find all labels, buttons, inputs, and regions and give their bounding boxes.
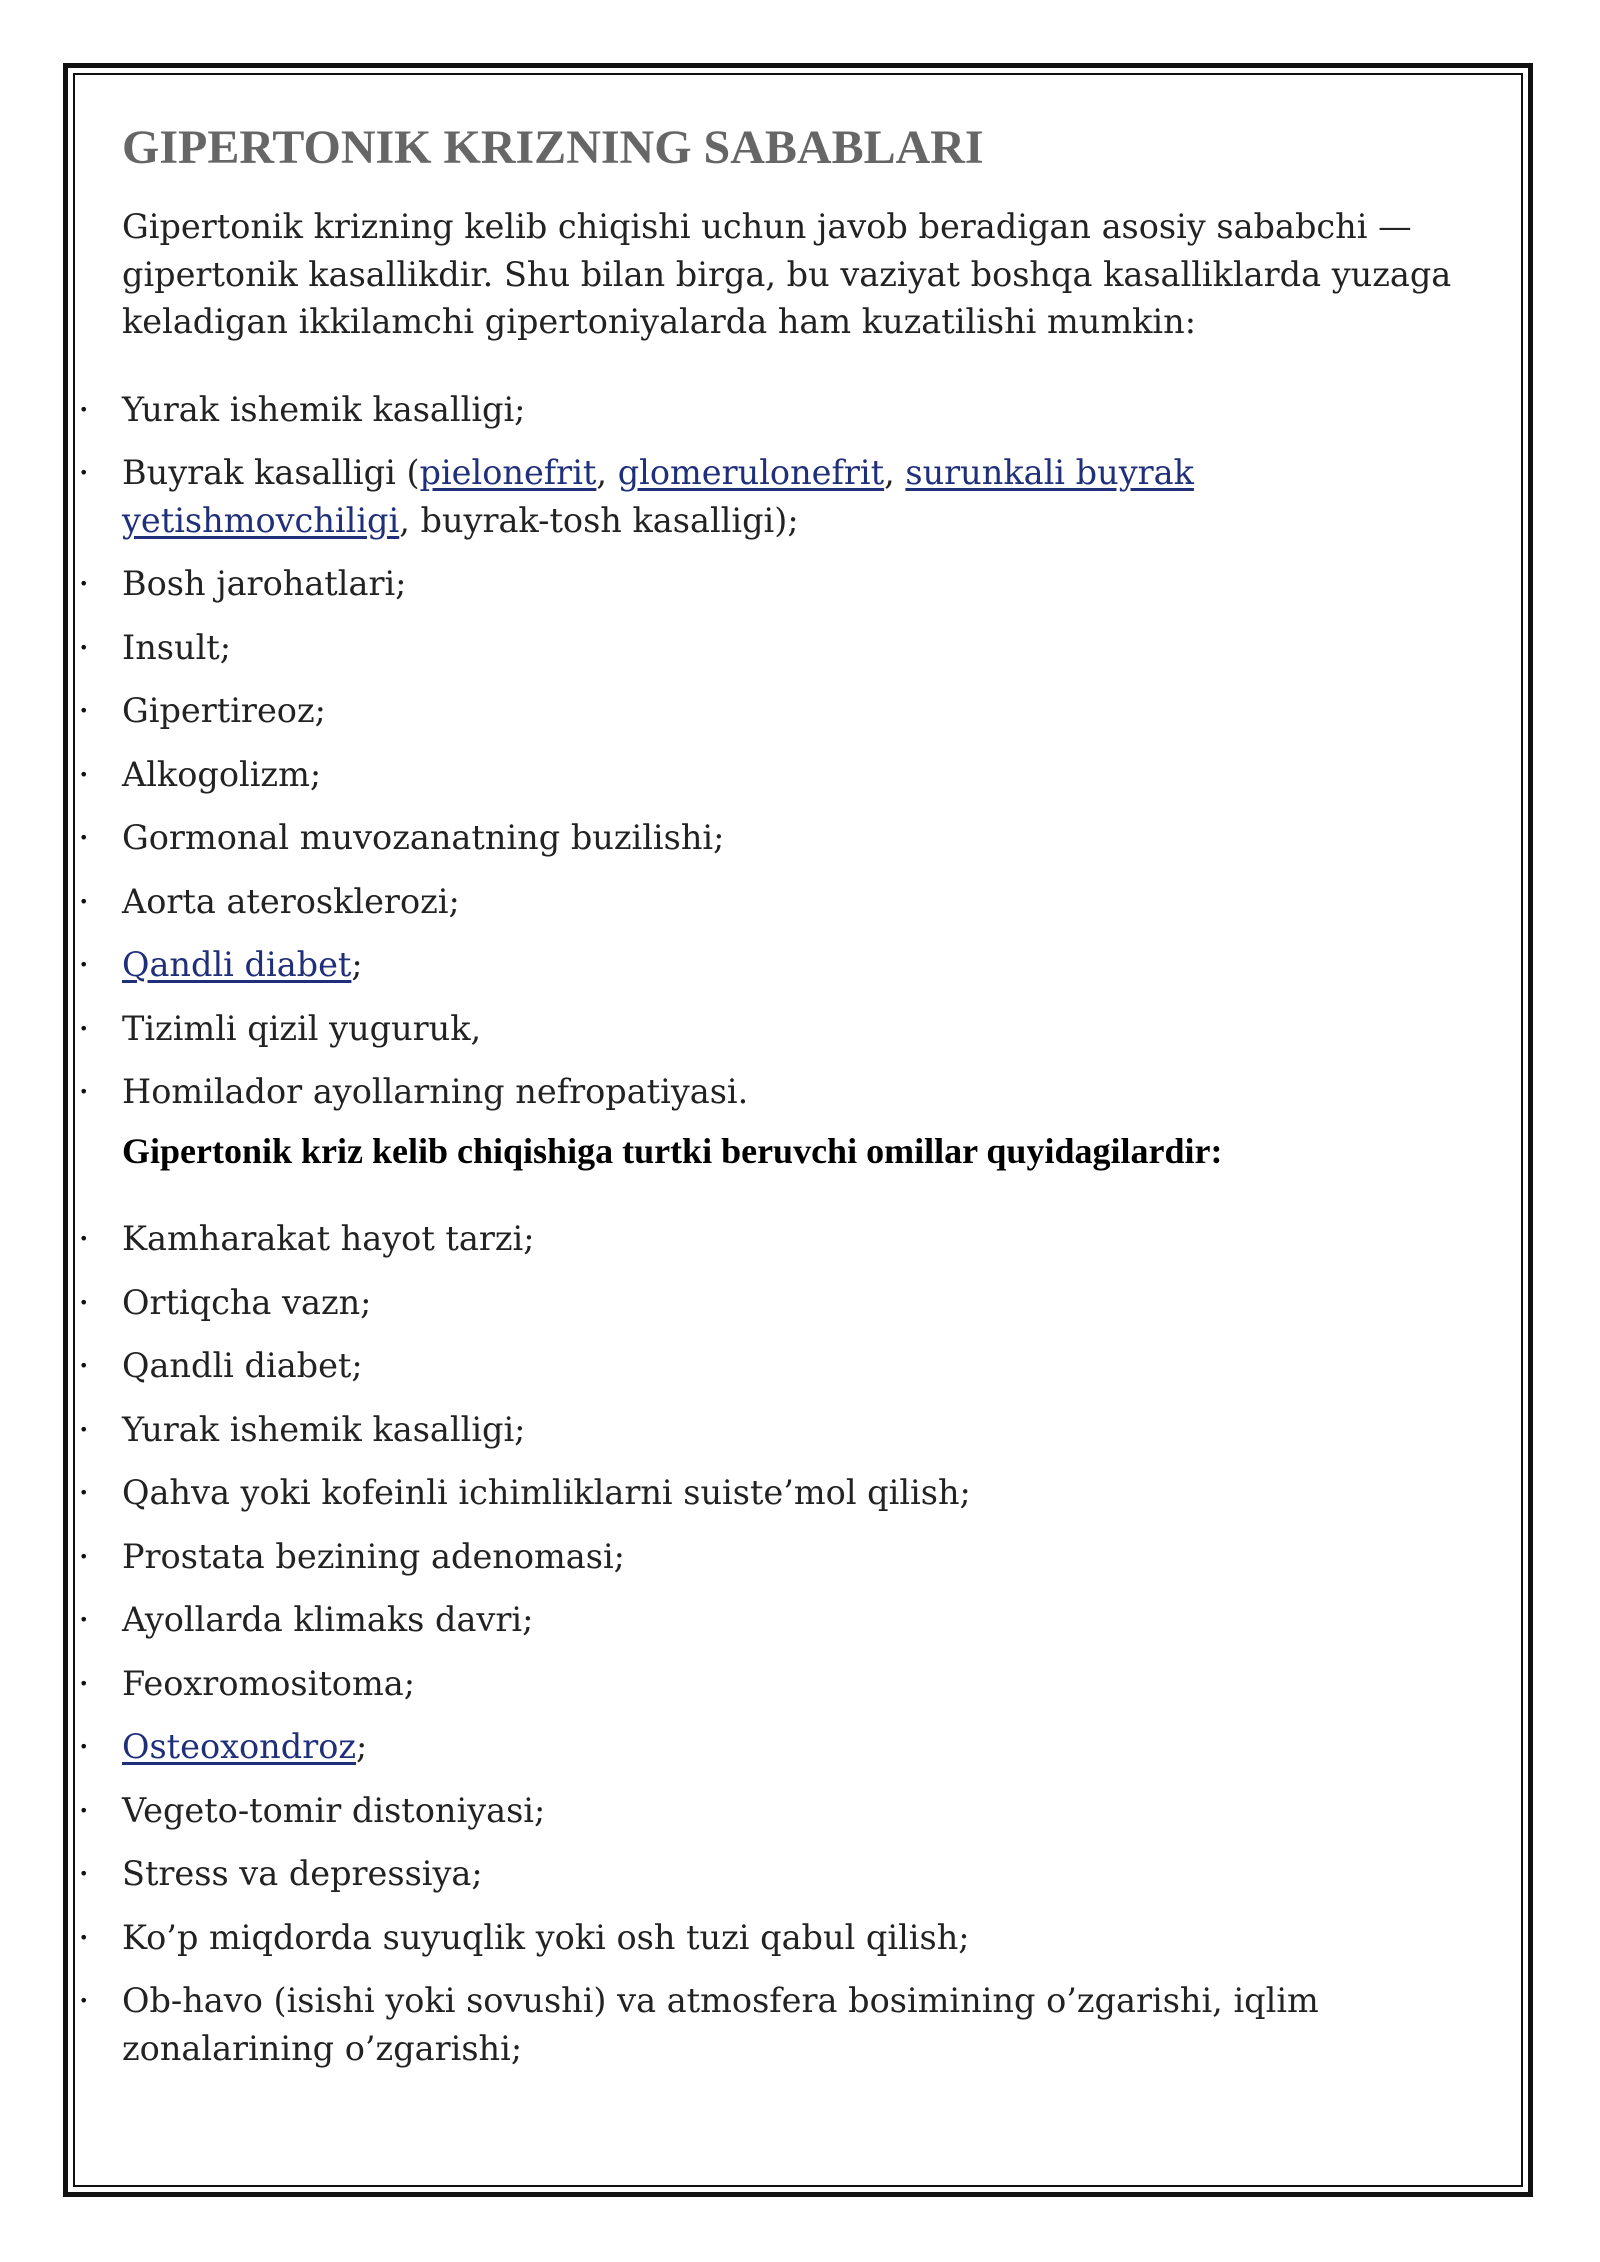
list-item-text: ; (351, 945, 363, 984)
link-glomerulonefrit[interactable]: glomerulonefrit (617, 453, 885, 492)
bullet-icon: • (79, 1229, 89, 1248)
bullet-icon: • (79, 1018, 89, 1038)
bullet-icon: • (79, 399, 89, 419)
link-osteoxondroz[interactable]: Osteoxondroz (122, 1727, 357, 1766)
bullet-icon: • (79, 1673, 89, 1693)
list-item (79, 624, 1452, 672)
link-qandli-diabet[interactable]: Qandli diabet (122, 945, 352, 984)
bullet-icon: • (79, 1800, 89, 1820)
bullet-icon: • (79, 764, 89, 784)
bullet-icon: • (79, 1610, 89, 1629)
list-item-text: Ayollarda klimaks davri; (122, 1600, 534, 1639)
bullet-icon: • (79, 574, 89, 593)
list-item-text: Feoxromositoma; (122, 1663, 415, 1703)
causes-list (79, 386, 1452, 1116)
list-item (79, 1660, 1452, 1708)
bullet-icon: • (79, 637, 89, 657)
list-item (79, 814, 1452, 862)
list-item-text: Insult; (122, 627, 232, 667)
list-item (79, 941, 1452, 989)
bullet-icon: • (79, 1356, 89, 1375)
list-item-text: Kamharakat hayot tarzi; (122, 1219, 535, 1258)
list-item (79, 1723, 1452, 1771)
list-item-text: ; (356, 1727, 368, 1766)
link-pielonefrit[interactable]: pielonefrit (419, 453, 597, 492)
list-item-text: Qahva yoki kofeinli ichimliklarni suiste’mol qilish; (122, 1473, 971, 1512)
list-item (79, 1068, 1452, 1116)
list-item (79, 1215, 1452, 1263)
bullet-icon: • (79, 1864, 89, 1883)
list-item-text: , buyrak-tosh kasalligi); (399, 500, 799, 540)
bullet-icon: • (79, 1546, 89, 1566)
list-item (79, 1787, 1452, 1835)
list-item-separator: , (884, 453, 906, 492)
list-item-text: Gormonal muvozanatning buzilishi; (122, 818, 725, 857)
list-item-text: Homilador ayollarning nefropatiyasi. (122, 1072, 749, 1111)
list-item (79, 449, 1452, 544)
list-item (79, 1850, 1452, 1898)
list-item (79, 878, 1452, 926)
list-item-text: Buyrak kasalligi ( (122, 453, 420, 492)
list-item (79, 1279, 1452, 1327)
bullet-icon: • (79, 1292, 89, 1312)
list-item-text: Aorta aterosklerozi; (122, 881, 460, 921)
bullet-icon: • (79, 891, 89, 911)
bullet-icon: • (79, 955, 89, 974)
bullet-icon: • (79, 1082, 89, 1101)
list-item-text: Ko’p miqdorda suyuqlik yoki osh tuzi qabul qilish; (122, 1917, 970, 1957)
list-item-text: Prostata bezining adenomasi; (122, 1536, 625, 1576)
list-item-text: Ortiqcha vazn; (122, 1282, 372, 1322)
list-item (79, 1977, 1452, 2072)
bullet-icon: • (79, 463, 89, 482)
factors-heading: Gipertonik kriz kelib chiqishiga turtki beruvchi omillar quyidagilardir: (122, 1130, 1223, 1171)
list-item (79, 1342, 1452, 1390)
list-item-separator: , (596, 453, 618, 492)
bullet-icon: • (79, 1991, 89, 2010)
intro-paragraph: Gipertonik krizning kelib chiqishi uchun javob beradigan asosiy sababchi — gipertonik kasallikdir. Shu bilan birga, bu vaziyat boshqa kasalliklarda yuzaga keladigan ikkilamchi gipertoniyalarda ham kuzatilishi mumkin: (122, 207, 1452, 341)
bullet-icon: • (79, 1419, 89, 1439)
link-surunkali-buyrak-yetishmovchiligi[interactable]: surunkali buyrak yetishmovchiligi (122, 453, 1194, 540)
list-item (79, 1005, 1452, 1053)
list-item-text: Alkogolizm; (122, 754, 322, 794)
list-item-text: Vegeto-tomir distoniyasi; (122, 1790, 546, 1830)
factors-list (79, 1215, 1452, 2072)
bullet-icon: • (79, 701, 89, 720)
document-title: GIPERTONIK KRIZNING SABABLARI (122, 121, 984, 174)
list-item (79, 1914, 1452, 1962)
list-item-text: Qandli diabet; (122, 1346, 363, 1385)
list-item (79, 1469, 1452, 1517)
list-item (79, 1406, 1452, 1454)
list-item (79, 751, 1452, 799)
bullet-icon: • (79, 1483, 89, 1502)
list-item-text: Gipertireoz; (122, 691, 326, 730)
list-item (79, 1533, 1452, 1581)
list-item-text: Yurak ishemik kasalligi; (122, 389, 526, 429)
list-item-text: Stress va depressiya; (122, 1854, 483, 1893)
document-body (79, 118, 1452, 2072)
list-item (79, 1596, 1452, 1644)
list-item-text: Bosh jarohatlari; (122, 564, 407, 603)
list-item (79, 687, 1452, 735)
bullet-icon: • (79, 828, 89, 847)
list-item-text: Yurak ishemik kasalligi; (122, 1409, 526, 1449)
list-item (79, 560, 1452, 608)
list-item-text: Ob-havo (isishi yoki sovushi) va atmosfera bosimining o’zgarishi, iqlim zonalarining o’zgarishi; (122, 1981, 1319, 2068)
bullet-icon: • (79, 1927, 89, 1947)
bullet-icon: • (79, 1737, 89, 1756)
list-item-text: Tizimli qizil yuguruk, (122, 1008, 482, 1048)
list-item (79, 386, 1452, 434)
